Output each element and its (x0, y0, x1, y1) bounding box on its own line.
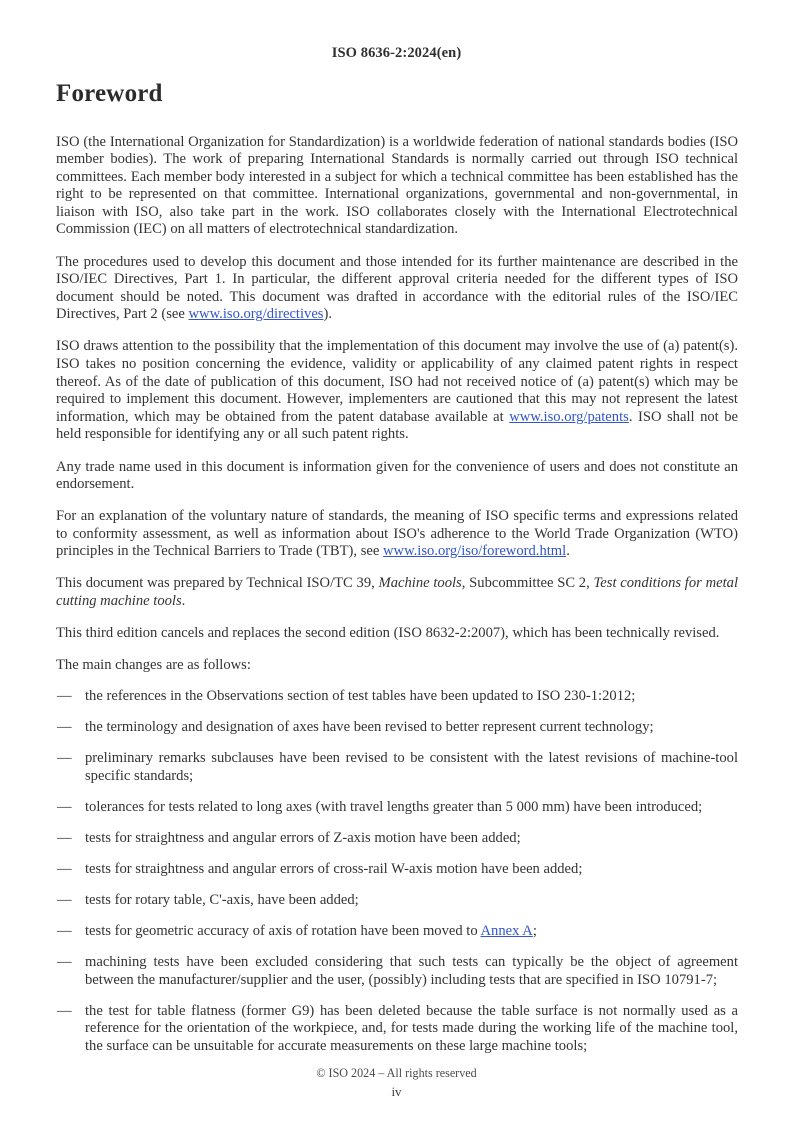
link-iso-directives[interactable]: www.iso.org/directives (188, 306, 324, 323)
paragraph-voluntary-text-before: For an explanation of the voluntary nature of standards, the meaning of ISO specific terms and expressions related to conformity assessment, as well as information about ISO's adherence to the World Trade Organization (WTO) principles in the Technical Barriers to Trade (TBT), see (56, 508, 738, 560)
list-item (56, 719, 738, 737)
committee-title-machine-tools: Machine tools (378, 575, 462, 592)
list-item (56, 861, 738, 879)
paragraph-voluntary-nature (56, 508, 738, 561)
paragraph-procedures (56, 254, 738, 324)
list-dash-icon: — (57, 718, 72, 735)
main-changes-intro: The main changes are as follows: (56, 657, 251, 674)
prepared-by-text-2: , Subcommittee SC 2, (461, 575, 594, 592)
paragraph-iso-description: ISO (the International Organization for Standardization) is a worldwide federation of national standards bodies (ISO member bodies). The work of preparing International Standards is normally carried out through ISO technical committees. Each member body interested in a subject for which a technical committee has been established has the right to be represented on that committee. International organizations, governmental and non-governmental, in liaison with ISO, also take part in the work. ISO collaborates closely with the International Electrotechnical Commission (IEC) on all matters of electrotechnical standardization. (56, 133, 738, 238)
paragraph-trade-name: Any trade name used in this document is information given for the convenience of users and does not constitute an endorsement. (56, 458, 738, 493)
list-dash-icon: — (57, 892, 72, 908)
paragraph-voluntary-text-after: . (566, 543, 570, 560)
main-changes-list (56, 688, 738, 1056)
prepared-by-text-3: . (181, 593, 186, 610)
list-item (56, 923, 738, 941)
paragraph-edition-note: This third edition cancels and replaces the second edition (ISO 8632-2:2007), which has been technically revised. (56, 625, 720, 642)
list-dash-icon: — (57, 829, 72, 846)
list-dash-icon: — (57, 860, 72, 877)
paragraph-procedures-text-after: ). (323, 306, 333, 323)
list-item-text-before: tests for geometric accuracy of axis of rotation have been moved to (85, 923, 481, 940)
list-item-text: machining tests have been excluded considering that such tests can typically be the object of agreement between the manufacturer/supplier and the user, (possibly) including tests that are specified in ISO 10791-7; (85, 954, 738, 988)
list-item-text: tests for straightness and angular errors of Z-axis motion have been added; (85, 829, 521, 846)
list-item-text-after: ; (532, 923, 537, 940)
list-dash-icon: — (57, 798, 72, 815)
list-item-text: preliminary remarks subclauses have been revised to be consistent with the latest revisions of machine-tool specific standards; (85, 750, 738, 784)
list-item (56, 954, 738, 989)
list-dash-icon: — (57, 750, 72, 767)
list-item-text: tests for straightness and angular errors of cross-rail W-axis motion have been added; (85, 860, 583, 877)
page-content (56, 80, 738, 1069)
paragraph-patents-text-before: ISO draws attention to the possibility that the implementation of this document may involve the use of (a) patent(s). ISO takes no position concerning the evidence, validity or applicability of any claimed patent rights in respect thereof. As of the date of publication of this document, ISO had not received notice of (a) patent(s) which may be required to implement this document. However, implementers are cautioned that this may not represent the latest information, which may be obtained from the patent database available at (56, 338, 738, 425)
list-dash-icon: — (57, 954, 72, 971)
list-item-text: the test for table flatness (former G9) has been deleted because the table surface is not normally used as a reference for the orientation of the workpiece, and, for tests made during the working life of the machine tool, the surface can be unsuitable for accurate measurements on these large machine tools; (85, 1002, 738, 1055)
list-dash-icon: — (57, 1002, 72, 1019)
list-item (56, 750, 738, 785)
list-item (56, 688, 738, 706)
list-item (56, 892, 738, 910)
list-item-text: the terminology and designation of axes have been revised to better represent current technology; (85, 718, 654, 735)
page-title: Foreword (56, 80, 163, 107)
footer-copyright: © ISO 2024 – All rights reserved (316, 1066, 477, 1080)
link-annex-a[interactable]: Annex A (480, 923, 533, 940)
link-iso-patents[interactable]: www.iso.org/patents (509, 408, 629, 425)
paragraph-patents (56, 338, 738, 444)
list-item (56, 799, 738, 817)
list-dash-icon: — (57, 923, 72, 940)
running-head: ISO 8636-2:2024(en) (331, 45, 462, 61)
prepared-by-text-1: This document was prepared by Technical ISO/TC 39, (56, 575, 379, 592)
list-item (56, 1003, 738, 1056)
page-number: iv (391, 1084, 402, 1099)
link-iso-foreword[interactable]: www.iso.org/iso/foreword.html (382, 543, 567, 560)
paragraph-procedures-text-before: The procedures used to develop this document and those intended for its further maintenance are described in the ISO/IEC Directives, Part 1. In particular, the different approval criteria needed for the different types of ISO document should be noted. This document was drafted in accordance with the editorial rules of the ISO/IEC Directives, Part 2 (see (56, 253, 738, 323)
subcommittee-title-test-conditions: Test conditions for metal cutting machine tools (56, 575, 739, 610)
list-item-text: the references in the Observations section of test tables have been updated to ISO 230-1:2012; (85, 687, 636, 704)
paragraph-patents-text-after: . ISO shall not be held responsible for identifying any or all such patent rights. (56, 408, 739, 443)
list-item-text: tests for rotary table, C'-axis, have been added; (85, 892, 359, 908)
list-dash-icon: — (57, 687, 72, 704)
list-item (56, 830, 738, 848)
list-item-text: tolerances for tests related to long axes (with travel lengths greater than 5 000 mm) have been introduced; (85, 798, 703, 815)
paragraph-prepared-by (56, 575, 738, 610)
